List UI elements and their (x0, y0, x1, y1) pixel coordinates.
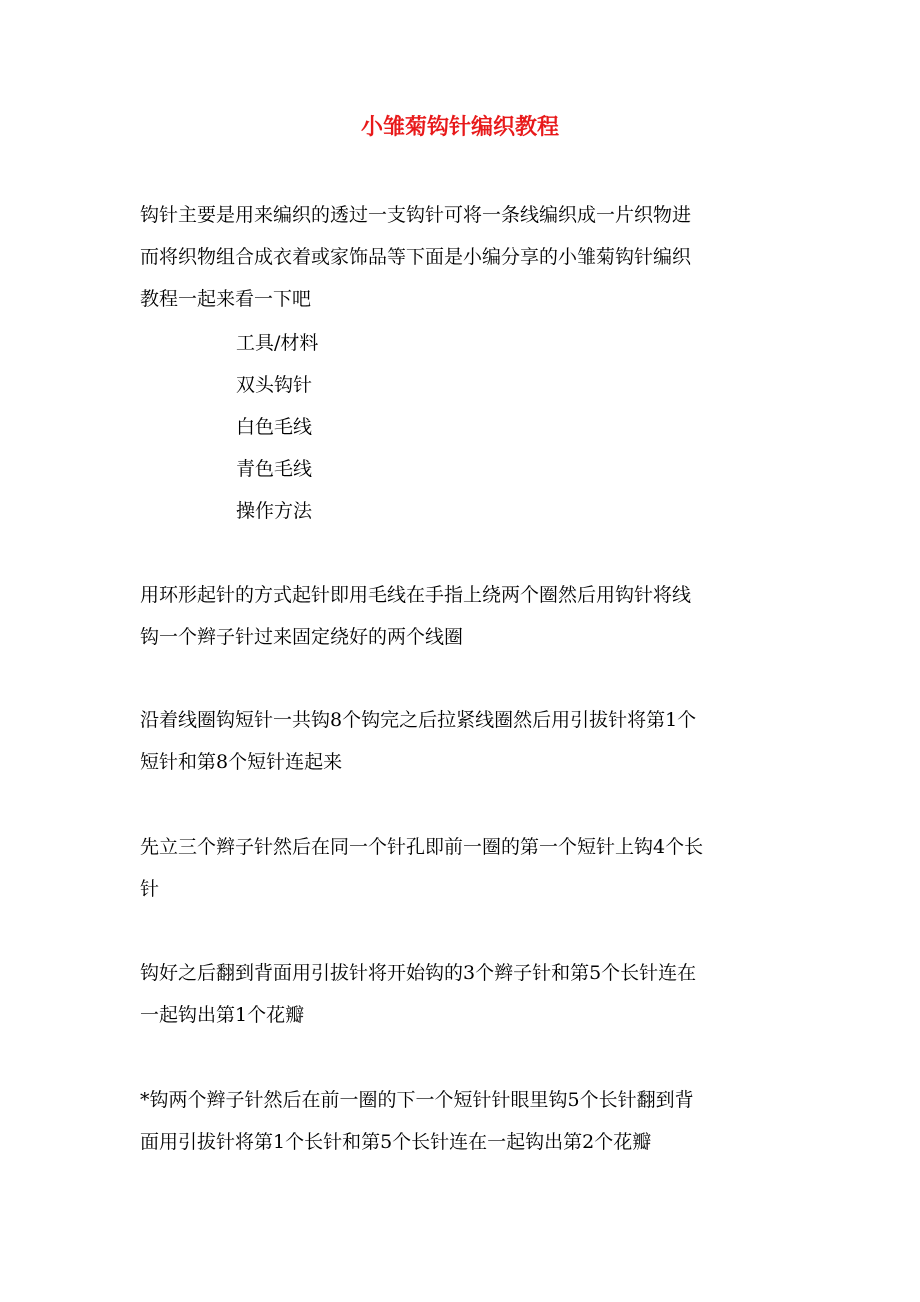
step-line: 面用引拔针将第1个长针和第5个长针连在一起钩出第2个花瓣 (140, 1131, 652, 1153)
step-line: 一起钩出第1个花瓣 (140, 1004, 305, 1026)
step-line: 针 (140, 878, 160, 900)
intro-line: 钩针主要是用来编织的透过一支钩针可将一条线编织成一片织物进 (140, 204, 692, 226)
material-item: 青色毛线 (236, 458, 313, 480)
step-line: 短针和第8个短针连起来 (140, 751, 343, 773)
step-line: 钩一个辫子针过来固定绕好的两个线圈 (140, 626, 464, 648)
material-item: 双头钩针 (236, 374, 313, 396)
step-line: 用环形起针的方式起针即用毛线在手指上绕两个圈然后用钩针将线 (140, 584, 692, 606)
document-title: 小雏菊钩针编织教程 (360, 114, 559, 140)
intro-paragraph (140, 194, 790, 320)
intro-line: 教程一起来看一下吧 (140, 288, 312, 310)
step-paragraph-5 (140, 1079, 790, 1163)
step-paragraph-1 (140, 574, 790, 658)
step-line: *钩两个辫子针然后在前一圈的下一个短针针眼里钩5个长针翻到背 (140, 1089, 694, 1111)
step-paragraph-3 (140, 826, 790, 910)
step-paragraph-2 (140, 699, 790, 783)
material-item: 白色毛线 (236, 416, 313, 438)
materials-heading: 工具/材料 (236, 332, 319, 354)
step-line: 沿着线圈钩短针一共钩8个钩完之后拉紧线圈然后用引拔针将第1个 (140, 709, 697, 731)
step-line: 先立三个辫子针然后在同一个针孔即前一圈的第一个短针上钩4个长 (140, 836, 704, 858)
method-heading: 操作方法 (236, 500, 313, 522)
step-paragraph-4 (140, 952, 790, 1036)
step-line: 钩好之后翻到背面用引拔针将开始钩的3个辫子针和第5个长针连在 (140, 962, 697, 984)
intro-line: 而将织物组合成衣着或家饰品等下面是小编分享的小雏菊钩针编织 (140, 246, 692, 268)
